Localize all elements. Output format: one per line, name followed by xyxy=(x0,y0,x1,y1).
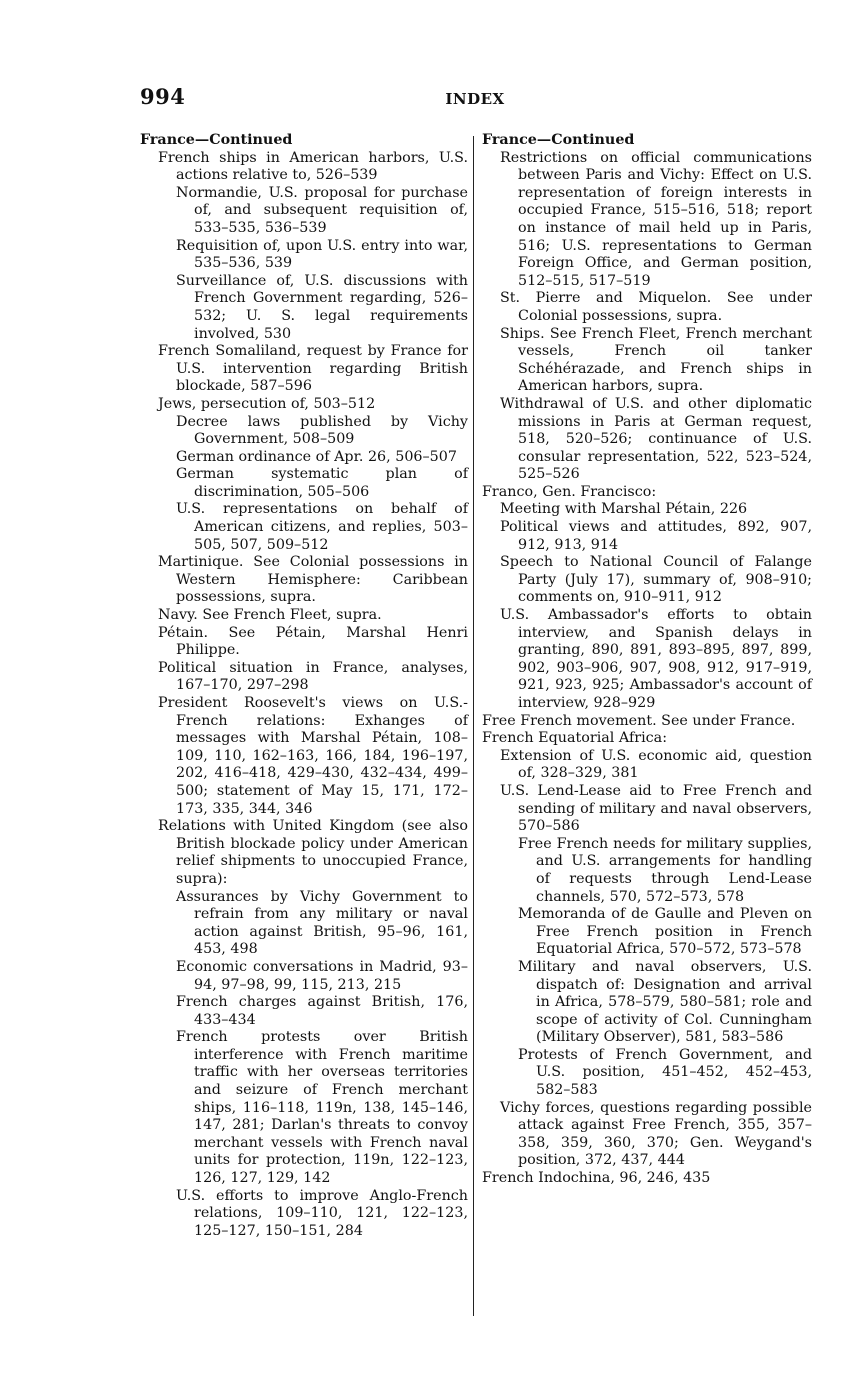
index-entry: Extension of U.S. economic aid, question of, 328–329, 381 xyxy=(500,747,812,782)
index-entry: Free French needs for military supplies, and U.S. arrangements for handling of requests through Lend-Lease channels, 570, 572–573, 578 xyxy=(518,835,812,905)
continued-heading: France—Continued xyxy=(482,132,635,148)
index-entry: Navy. See French Fleet, supra. xyxy=(158,607,382,624)
index-entry: Ships. See French Fleet, French merchant vessels, French oil tanker Schéhérazade, and French ships in American harbors, supra. xyxy=(500,325,812,395)
index-entry: Political situation in France, analyses, 167–170, 297–298 xyxy=(158,659,468,694)
index-entry: Requisition of, upon U.S. entry into war, 535–536, 539 xyxy=(176,237,468,272)
index-entry: French Somaliland, request by France for U.S. intervention regarding British blockade, 587–596 xyxy=(158,343,468,395)
index-entry: German systematic plan of discrimination, 505–506 xyxy=(176,466,468,500)
index-entry: Jews, persecution of, 503–512 xyxy=(158,395,376,412)
index-entry: French protests over British interference with French maritime traffic with her overseas territories and seizure of French merchant ships, 116–118, 119n, 138, 145–146, 147, 281; Darlan's threats to convoy merchant vessels with French naval units for protection, 119n, 122–123, 126, 127, 129, 142 xyxy=(176,1029,468,1187)
index-entry: Protests of French Government, and U.S. position, 451–452, 452–453, 582–583 xyxy=(518,1046,812,1099)
index-entry: President Roosevelt's views on U.S.-French relations: Exhanges of messages with Marshal Pétain, 108–109, 110, 162–163, 166, 184, 196–197, 202, 416–418, 429–430, 432–434, 499–500; statement of May 15, 171, 172–173, 335, 344, 346 xyxy=(158,695,468,817)
index-entry: Decree laws published by Vichy Government, 508–509 xyxy=(176,413,468,448)
index-entry: French Equatorial Africa: xyxy=(482,730,668,747)
index-entry: Political views and attitudes, 892, 907, 912, 913, 914 xyxy=(500,519,812,553)
index-entry: Martinique. See Colonial possessions in Western Hemisphere: Caribbean possessions, supra. xyxy=(158,554,468,606)
index-entry: Franco, Gen. Francisco: xyxy=(482,483,657,500)
index-entry: Pétain. See Pétain, Marshal Henri Philippe. xyxy=(158,624,468,659)
index-entry: Vichy forces, questions regarding possible attack against Free French, 355, 357–358, 359, 360, 370; Gen. Weygand's position, 372, 437, 444 xyxy=(500,1099,812,1169)
index-entry: French Indochina, 96, 246, 435 xyxy=(482,1170,711,1187)
index-entry: Memoranda of de Gaulle and Pleven on Free French position in French Equatorial Africa, 570–572, 573–578 xyxy=(518,906,812,958)
running-head: INDEX xyxy=(445,90,505,108)
column-divider xyxy=(473,136,474,1316)
index-entry: Restrictions on official communications between Paris and Vichy: Effect on U.S. representation of foreign interests in occupied France, 515–516, 518; report on instance of mail held up in Paris, 516; U.S. representations to German Foreign Office, and German position, 512–515, 517–519 xyxy=(500,149,812,289)
index-entry: U.S. Ambassador's efforts to obtain interview, and Spanish delays in granting, 890, 891, 893–895, 897, 899, 902, 903–906, 907, 908, 912, 917–919, 921, 923, 925; Ambassador's account of interview, 928–929 xyxy=(500,607,812,711)
index-entry: U.S. efforts to improve Anglo-French relations, 109–110, 121, 122–123, 125–127, 150–151, 284 xyxy=(176,1187,468,1239)
index-entry: Normandie, U.S. proposal for purchase of, and subsequent requisition of, 533–535, 536–539 xyxy=(176,184,468,236)
index-entry: Free French movement. See under France. xyxy=(482,712,796,729)
index-entry: Military and naval observers, U.S. dispatch of: Designation and arrival in Africa, 578–579, 580–581; role and scope of activity of Col. Cunningham (Military Observer), 581, 583–586 xyxy=(518,958,812,1046)
index-entry: U.S. Lend-Lease aid to Free French and sending of military and naval observers, 570–586 xyxy=(500,782,812,835)
continued-heading: France—Continued xyxy=(140,132,293,148)
index-column-left xyxy=(140,132,468,1240)
page-number: 994 xyxy=(140,84,186,109)
index-entry: German ordinance of Apr. 26, 506–507 xyxy=(176,448,457,465)
index-entry: Surveillance of, U.S. discussions with French Government regarding, 526–532; U. S. legal requirements involved, 530 xyxy=(176,272,468,342)
index-entry: Relations with United Kingdom (see also British blockade policy under American relief shipments to unoccupied France, supra): xyxy=(158,818,468,887)
index-entry: French charges against British, 176, 433–434 xyxy=(176,994,468,1028)
index-entry: French ships in American harbors, U.S. actions relative to, 526–539 xyxy=(158,149,468,184)
index-entry: Withdrawal of U.S. and other diplomatic missions in Paris at German request, 518, 520–526; continuance of U.S. consular representation, 522, 523–524, 525–526 xyxy=(500,395,812,483)
index-entry: St. Pierre and Miquelon. See under Colonial possessions, supra. xyxy=(500,290,812,324)
index-entry: Speech to National Council of Falange Party (July 17), summary of, 908–910; comments on, 910–911, 912 xyxy=(500,554,812,606)
index-column-right xyxy=(482,132,812,1188)
index-entry: Assurances by Vichy Government to refrain from any military or naval action against British, 95–96, 161, 453, 498 xyxy=(176,888,468,958)
index-entry: Meeting with Marshal Pétain, 226 xyxy=(500,501,748,518)
index-entry: U.S. representations on behalf of American citizens, and replies, 503–505, 507, 509–512 xyxy=(176,501,468,553)
index-entry: Economic conversations in Madrid, 93–94, 97–98, 99, 115, 213, 215 xyxy=(176,958,468,993)
